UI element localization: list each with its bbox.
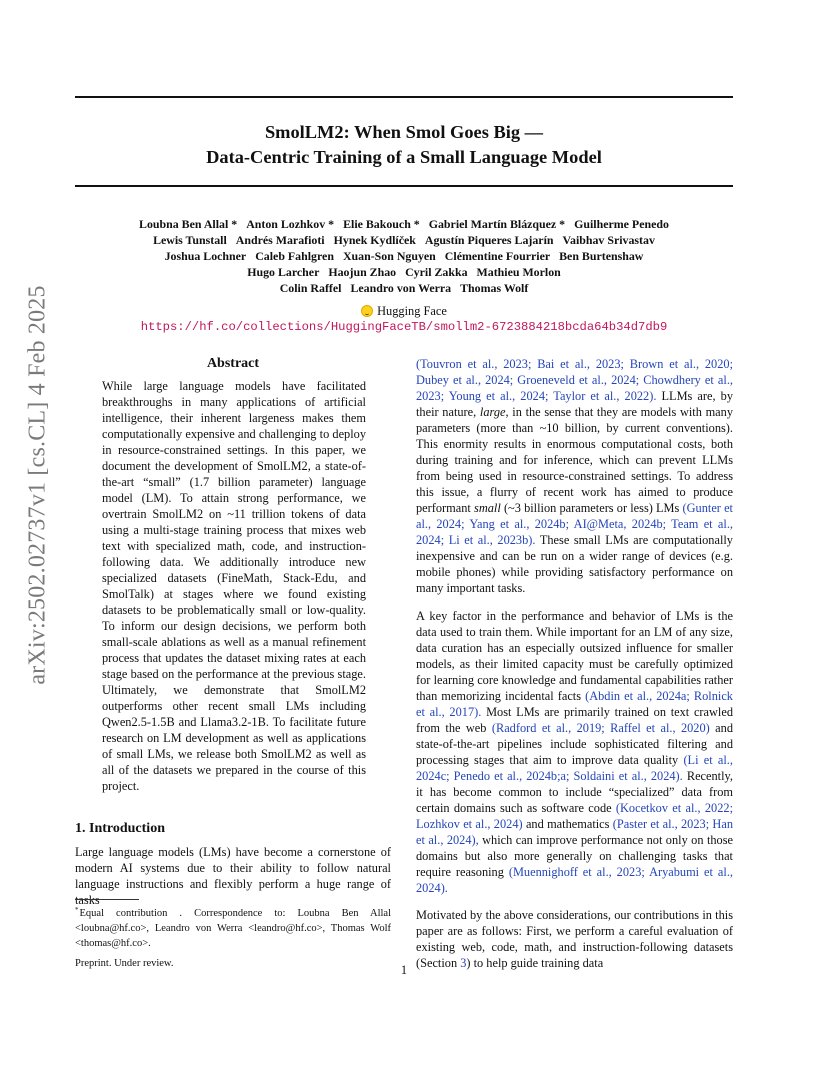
author-name: Cyril Zakka xyxy=(405,265,468,279)
citation-link[interactable]: (Gunter et al., 2024; Yang et al., 2024b; AI@Meta, 2024b; Team et al., 2024; Li et al., 2023b). xyxy=(416,501,733,547)
author-name: Anton Lozhkov * xyxy=(246,217,335,231)
paper-title-line-2: Data-Centric Training of a Small Language Model xyxy=(206,147,602,167)
abstract-heading: Abstract xyxy=(206,356,260,371)
affiliation xyxy=(60,303,748,319)
footnote-marker: * xyxy=(75,906,79,914)
right-column-paragraph-3 xyxy=(416,907,733,971)
section-reference-link[interactable]: 3 xyxy=(460,956,467,970)
title-bottom-rule xyxy=(75,185,733,187)
author-name: Thomas Wolf xyxy=(460,281,529,295)
author-name: Lewis Tunstall xyxy=(153,233,227,247)
author-name: Xuan-Son Nguyen xyxy=(342,249,436,263)
paragraph-text: and mathematics xyxy=(525,817,610,831)
paragraph-text: A key factor in the performance and behavior of LMs is the data used to train them. While important for an LM of any size, data curation has an especially outsized influence for smaller models, as their limited capacity must be carefully optimized for learning core knowledge and fundamental capabilities rather than memorizing incidental facts xyxy=(416,609,733,703)
page-number: 1 xyxy=(400,963,408,977)
paragraph-text: LLMs are, by their nature, xyxy=(416,389,733,419)
paragraph-text: These small LMs are computationally inexpensive and can be run on a wider range of devices (e.g. mobile phones) while providing satisfactory performance on many important tasks. xyxy=(416,533,733,595)
author-name: Guilherme Penedo xyxy=(574,217,669,231)
paragraph-text: Recently, it has become common to include “specialized” data from certain domains such as software code xyxy=(416,769,733,815)
paper-title-line-1: SmolLM2: When Smol Goes Big — xyxy=(264,122,544,142)
citation-link[interactable]: (Kocetkov et al., 2022; Lozhkov et al., 2024) xyxy=(416,801,733,831)
right-column-paragraph-1 xyxy=(416,356,733,596)
author-name: Colin Raffel xyxy=(279,281,342,295)
citation-link[interactable]: (Touvron et al., 2023; Bai et al., 2023; Brown et al., 2020; Dubey et al., 2024; Groeneveld et al., 2024; Chowdhery et al., 2023; Young et al., 2024; Taylor et al., 2022). xyxy=(416,357,733,403)
author-name: Ben Burtenshaw xyxy=(559,249,644,263)
arxiv-identifier-stamp: arXiv:2502.02737v1 [cs.CL] 4 Feb 2025 xyxy=(24,285,51,685)
author-name: Gabriel Martín Blázquez * xyxy=(428,217,566,231)
author-row xyxy=(60,280,748,296)
citation-link[interactable]: (Li et al., 2024c; Penedo et al., 2024b;a; Soldaini et al., 2024). xyxy=(416,753,733,783)
hugging-face-logo-icon xyxy=(361,305,373,317)
preprint-note: Preprint. Under review. xyxy=(75,958,174,969)
author-name: Mathieu Morlon xyxy=(476,265,561,279)
introduction-paragraph: Large language models (LMs) have become a cornerstone of modern AI systems due to their ability to follow natural language instructions and flexibly perform a huge range of tasks xyxy=(75,845,391,907)
project-url-link[interactable]: https://hf.co/collections/HuggingFaceTB/smollm2-6723884218bcda64b34d7db9 xyxy=(140,320,668,334)
paragraph-text: which can improve performance not only on those domains but also more generally on challenging tasks that require reasoning xyxy=(416,833,733,879)
author-name: Loubna Ben Allal * xyxy=(139,217,238,231)
author-row xyxy=(60,248,748,264)
abstract-body: While large language models have facilitated breakthroughs in many applications of artificial intelligence, their inherent largeness makes them computationally expensive and challenging to deploy in resource-constrained settings. In this paper, we document the development of SmolLM2, a state-of-the-art “small” (1.7 billion parameter) language model (LM). To attain strong performance, we overtrain SmolLM2 on ~11 trillion tokens of data using a multi-stage training process that mixes web text with specialized math, code, and instruction-following data. We additionally introduce new specialized datasets (FineMath, Stack-Edu, and SmolTalk) at stages where we found existing datasets to be problematically small or low-quality. To inform our design decisions, we perform both small-scale ablations as well as a manual refinement process that updates the dataset mixing rates at each stage based on the performance at the previous stage. Ultimately, we demonstrate that SmolLM2 outperforms other recent small LMs including Qwen2.5-1.5B and Llama3.2-1B. To facilitate future research on LM development as well as applications of small LMs, we release both SmolLM2 as well as all of the datasets we prepared in the course of this project. xyxy=(102,379,366,793)
author-name: Andrés Marafioti xyxy=(235,233,325,247)
citation-link[interactable]: (Radford et al., 2019; Raffel et al., 2020) xyxy=(491,721,710,735)
paragraph-text: Motivated by the above considerations, our contributions in this paper are as follows: First, we perform a careful evaluation of existing web, code, math, and instruction-following datasets (Section xyxy=(416,908,733,970)
paragraph-text: and state-of-the-art pipelines include sophisticated filtering and processing stages that aim to improve data quality xyxy=(416,721,733,767)
emphasis-text: large xyxy=(479,405,506,419)
author-name: Agustín Piqueres Lajarín xyxy=(424,233,554,247)
introduction-heading: 1. Introduction xyxy=(75,821,165,836)
footnote-text: Equal contribution . Correspondence to: Loubna Ben Allal <loubna@hf.co>, Leandro von Werra <leandro@hf.co>, Thomas Wolf <thomas@hf.co>. xyxy=(75,908,391,949)
right-column-paragraph-2 xyxy=(416,608,733,896)
author-name: Hugo Larcher xyxy=(247,265,320,279)
emphasis-text: small xyxy=(474,501,501,515)
author-name: Clémentine Fourrier xyxy=(444,249,551,263)
paragraph-text: , in the sense that they are models with many parameters (more than ~10 billion, by current conventions). This enormity results in enormous computational costs, both during training and for inference, which can prevent LLMs from being used in resource-constrained settings. To address this issue, a flurry of recent work has aimed to produce performant xyxy=(416,405,733,515)
author-name: Vaibhav Srivastav xyxy=(562,233,655,247)
author-row xyxy=(60,264,748,280)
author-name: Haojun Zhao xyxy=(328,265,397,279)
paragraph-text: ) to help guide training data xyxy=(466,956,604,970)
citation-link[interactable]: (Muennighoff et al., 2023; Aryabumi et al., 2024). xyxy=(416,865,733,895)
author-name: Joshua Lochner xyxy=(164,249,247,263)
paragraph-text: (~3 billion parameters or less) LMs xyxy=(503,501,680,515)
author-name: Hynek Kydlíček xyxy=(333,233,416,247)
citation-link[interactable]: (Abdin et al., 2024a; Rolnick et al., 2017). xyxy=(416,689,733,719)
author-name: Leandro von Werra xyxy=(350,281,452,295)
affiliation-name: Hugging Face xyxy=(377,304,447,318)
author-name: Caleb Fahlgren xyxy=(255,249,334,263)
author-row xyxy=(60,232,748,248)
paragraph-text: Most LMs are primarily trained on text crawled from the web xyxy=(416,705,734,735)
title-top-rule xyxy=(75,96,733,98)
footnote-rule xyxy=(75,899,139,900)
author-row xyxy=(60,216,748,232)
citation-link[interactable]: (Paster et al., 2023; Han et al., 2024), xyxy=(416,817,734,847)
author-name: Elie Bakouch * xyxy=(343,217,420,231)
footnote xyxy=(75,903,391,951)
